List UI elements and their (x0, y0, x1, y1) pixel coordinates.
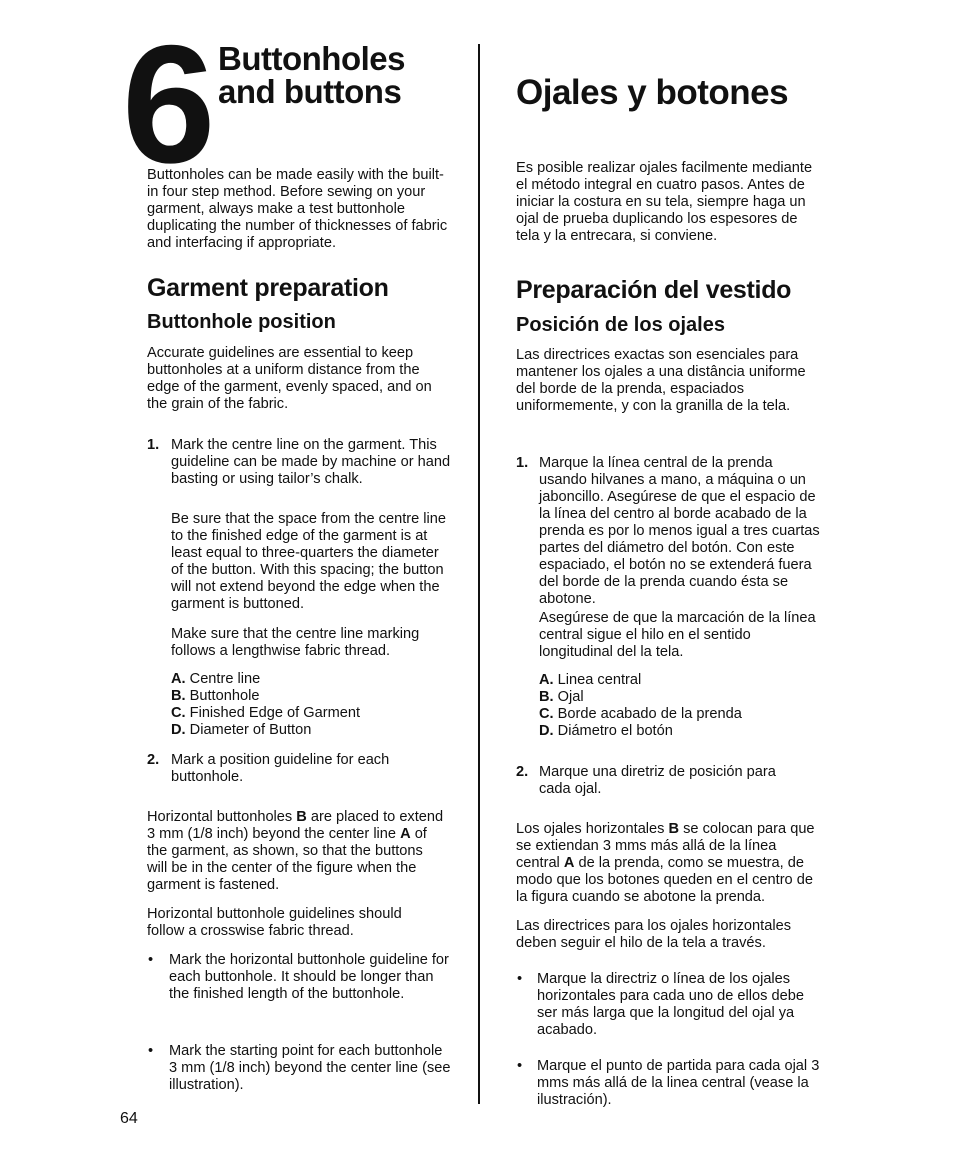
chapter-number: 6 (122, 10, 210, 198)
bullet-mark: • (148, 1043, 154, 1059)
heading-posicion-ojales: Posición de los ojales (516, 314, 725, 336)
guidelines-paragraph-en: Accurate guidelines are essential to keep buttonholes at a uniform distance from the edge of the garment, evenly spaced, and on the grain of the fabric. (147, 345, 432, 412)
page-number: 64 (120, 1110, 138, 1127)
legend-es (539, 672, 742, 740)
bullet-mark: • (148, 952, 154, 968)
step-2-text-en: Mark a position guideline for each buttonhole. (171, 752, 390, 785)
legend-item: B. Buttonhole (171, 688, 260, 704)
step-1-note-es: Asegúrese de que la marcación de la línea central sigue el hilo en el sentido longitudinal del la tela. (539, 610, 816, 660)
bullet-mark: • (517, 971, 523, 987)
legend-item: D. Diameter of Button (171, 722, 312, 738)
legend-item: B. Ojal (539, 689, 584, 705)
horizontal-buttonholes-paragraph-es: Los ojales horizontales B se colocan para que se extiendan 3 mms más allá de la línea central A de la prenda, como se muestra, de modo que los botones queden en el centro de la figura cuando se abotone la prenda. (516, 821, 815, 905)
intro-paragraph-es: Es posible realizar ojales facilmente mediante el método integral en cuatro pasos. Antes de iniciar la costura en su tela, siempre haga un ojal de prueba duplicando los espesores de tela y la entrecara, si conviene. (516, 160, 813, 244)
heading-garment-preparation: Garment preparation (147, 274, 389, 302)
step-1-number-es: 1. (516, 455, 529, 471)
legend-item: C. Borde acabado de la prenda (539, 706, 742, 722)
chapter-title-en: Buttonholes and buttons (218, 40, 405, 110)
legend-item: A. Linea central (539, 672, 642, 688)
horizontal-buttonholes-paragraph-en: Horizontal buttonholes B are placed to extend 3 mm (1/8 inch) beyond the center line A of the garment, as shown, so that the buttons will be in the center of the figure when the garment is fastened. (147, 809, 444, 893)
step-1-note-2-en: Make sure that the centre line marking follows a lengthwise fabric thread. (171, 626, 420, 659)
heading-preparacion-vestido: Preparación del vestido (516, 276, 792, 304)
legend-item: D. Diámetro el botón (539, 723, 673, 739)
intro-paragraph-en: Buttonholes can be made easily with the built-in four step method. Before sewing on your garment, always make a test buttonhole duplicating the number of thicknesses of fabric and interfacing if appropriate. (147, 167, 448, 251)
chapter-title-es: Ojales y botones (516, 73, 789, 112)
bullet-1-en: Mark the horizontal buttonhole guideline for each buttonhole. It should be longer than the finished length of the buttonhole. (169, 952, 449, 1002)
step-2-number-es: 2. (516, 764, 529, 780)
guidelines-paragraph-es: Las directrices exactas son esenciales para mantener los ojales a una distância uniforme del borde de la prenda, espaciados uniformemente, y con la granilla de la tela. (516, 347, 806, 414)
legend-item: C. Finished Edge of Garment (171, 705, 361, 721)
step-1-note-1-en: Be sure that the space from the centre line to the finished edge of the garment is at least equal to three-quarters the diameter of the button. With this spacing; the button will not extend beyond the edge when the garment is buttoned. (171, 511, 447, 612)
bullet-mark: • (517, 1058, 523, 1074)
heading-buttonhole-position: Buttonhole position (147, 311, 336, 333)
step-2-text-es: Marque una diretriz de posición para cada ojal. (539, 764, 776, 797)
horizontal-guidelines-paragraph-es: Las directrices para los ojales horizontales deben seguir el hilo de la tela a través. (516, 918, 791, 951)
column-divider (478, 44, 480, 1104)
step-2-number-en: 2. (147, 752, 160, 768)
legend-en (171, 671, 360, 739)
legend-item: A. Centre line (171, 671, 261, 687)
step-1-text-en: Mark the centre line on the garment. This guideline can be made by machine or hand basting or using tailor’s chalk. (171, 437, 451, 487)
step-1-number-en: 1. (147, 437, 160, 453)
bullet-2-es: Marque el punto de partida para cada ojal 3 mms más allá de la linea central (vease la ilustración). (537, 1058, 820, 1108)
bullet-2-en: Mark the starting point for each buttonhole 3 mm (1/8 inch) beyond the center line (see illustration). (169, 1043, 451, 1093)
bullet-1-es: Marque la directriz o línea de los ojales horizontales para cada uno de ellos debe ser más larga que la longitud del ojal ya acabado. (537, 971, 804, 1038)
horizontal-guidelines-paragraph-en: Horizontal buttonhole guidelines should follow a crosswise fabric thread. (147, 906, 402, 939)
step-1-text-es: Marque la línea central de la prenda usando hilvanes a mano, a máquina o un jaboncillo. Asegúrese de que el espacio de la línea del centro al borde acabado de la prenda es por lo menos igual a tres cuartas partes del diámetro del botón. Con este espaciado, el botón no se extenderá fuera del borde de la prenda cuando ésta se abotone. (539, 455, 820, 607)
